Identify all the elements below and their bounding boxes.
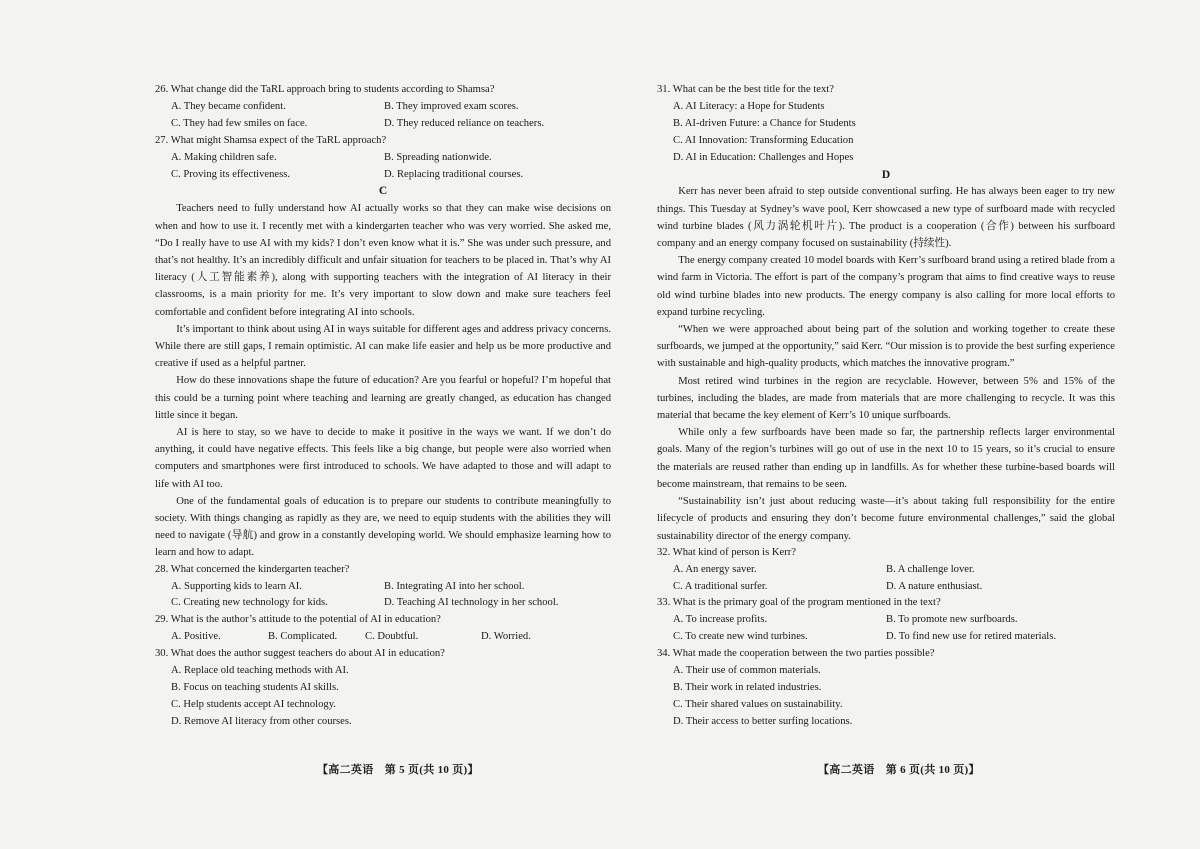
question-28-options-row-1 xyxy=(155,579,611,596)
question-34-stem: 34. What made the cooperation between the two parties possible? xyxy=(657,648,935,660)
passage-d-paragraph: While only a few surfboards have been made so far, the partnership reflects larger environmental goals. Many of the region’s turbines will go out of use in the next 10 to 15 years, so it’s crucial to ensure the materials are reused rather than ending up in landfills. As for whether these turbine-based boards will become mainstream, that remains to be seen. xyxy=(657,427,1115,490)
passage-d-paragraph: “Sustainability isn’t just about reducing waste—it’s about taking full responsibility for the entire lifecycle of products and ensuring they don’t become future environmental challenges,” said the global sustainability director of the energy company. xyxy=(657,496,1115,542)
question-33-option-a: A. To increase profits. xyxy=(673,614,768,626)
question-30-option-d: D. Remove AI literacy from other courses. xyxy=(171,715,352,727)
question-32-options-row-2 xyxy=(657,579,1115,596)
question-27-option-c: C. Proving its effectiveness. xyxy=(171,168,290,180)
question-32-option-b: B. A challenge lover. xyxy=(886,563,975,575)
question-27-stem: 27. What might Shamsa expect of the TaRL approach? xyxy=(155,134,387,146)
question-26-options-row-2 xyxy=(155,116,611,133)
question-33-option-b: B. To promote new surfboards. xyxy=(886,614,1018,626)
question-28-option-c: C. Creating new technology for kids. xyxy=(171,597,328,609)
question-34-option-c: C. Their shared values on sustainability. xyxy=(673,698,843,710)
question-31-option-c: C. AI Innovation: Transforming Education xyxy=(673,134,854,146)
question-32-option-a: A. An energy saver. xyxy=(673,563,757,575)
question-32-option-c: C. A traditional surfer. xyxy=(673,580,768,592)
question-28-options-row-2 xyxy=(155,595,611,612)
question-30-option-b: B. Focus on teaching students AI skills. xyxy=(171,681,339,693)
question-33-options-row-1 xyxy=(657,612,1115,629)
question-26-option-c: C. They had few smiles on face. xyxy=(171,117,308,129)
passage-d-paragraph: Kerr has never been afraid to step outside conventional surfing. He has always been eager to try new things. This Tuesday at Sydney’s wave pool, Kerr showcased a new type of surfboard made with recycled wind turbine blades (风力涡轮机叶片). The product is a cooperation (合作) between his surfboard company and an energy company focused on sustainability (持续性). xyxy=(657,186,1115,250)
question-26-stem: 26. What change did the TaRL approach bring to students according to Shamsa? xyxy=(155,84,495,95)
question-26-option-d: D. They reduced reliance on teachers. xyxy=(384,117,545,129)
page-footer-5: 【高二英语 第 5 页(共 10 页)】 xyxy=(317,764,479,776)
passage-d-paragraph: The energy company created 10 model boards with Kerr’s surfboard brand using a retired blade from a wind farm in Victoria. The effort is part of the company’s program that aims to find creative ways to reuse old wind turbine blades into new products. The energy company is also calling for more local efforts to expand turbine recycling. xyxy=(657,255,1115,318)
right-column xyxy=(657,82,1115,731)
question-31-option-d: D. AI in Education: Challenges and Hopes xyxy=(673,151,854,163)
question-29-stem: 29. What is the author’s attitude to the potential of AI in education? xyxy=(155,614,441,626)
question-33-option-d: D. To find new use for retired materials. xyxy=(886,631,1056,643)
passage-c-paragraph: Teachers need to fully understand how AI actually works so that they can make wise decisions on when and how to use it. I recently met with a kindergarten teacher who was very worried. She asked me, “Do I really have to use AI with my kids? I don’t even know what it is.” She was under such pressure, and that’s not healthy. It’s an incredibly difficult and unfair situation for teachers to be placed in. That’s why AI literacy (人工智能素养), along with supporting teachers with the integration of AI literacy in their classrooms, is a main priority for me. It’s very important to slow down and make sure teachers feel comfortable and confident before integrating AI into schools. xyxy=(155,203,611,318)
question-33-option-c: C. To create new wind turbines. xyxy=(673,631,808,643)
section-heading-c: C xyxy=(378,185,388,198)
question-28-option-b: B. Integrating AI into her school. xyxy=(384,580,525,592)
section-heading-d: D xyxy=(881,168,891,181)
question-27-options-row-2 xyxy=(155,167,611,184)
question-34-option-d: D. Their access to better surfing locations. xyxy=(673,715,853,727)
passage-c-paragraph: AI is here to stay, so we have to decide to make it positive in the ways we want. If we don’t do anything, it could have negative effects. This feels like a big change, but people were also worried when computers and smartphones were first introduced to schools. We have adapted to those and will adapt to life with AI too. xyxy=(155,426,611,490)
passage-c-paragraph: One of the fundamental goals of education is to prepare our students to contribute meaningfully to society. With things changing as rapidly as they are, we need to equip students with the abilities they will need to navigate (导航) and grow in a constantly developing world. We should emphasize learning how to learn and how to adapt. xyxy=(155,495,611,559)
question-27-option-d: D. Replacing traditional courses. xyxy=(384,168,524,180)
question-31-stem: 31. What can be the best title for the text? xyxy=(657,84,834,95)
question-29-option-c: C. Doubtful. xyxy=(365,631,419,643)
question-28-option-d: D. Teaching AI technology in her school. xyxy=(384,597,559,609)
question-29-option-a: A. Positive. xyxy=(171,631,221,643)
question-34-option-a: A. Their use of common materials. xyxy=(673,665,821,677)
question-30-stem: 30. What does the author suggest teachers do about AI in education? xyxy=(155,648,445,660)
page-footer-6: 【高二英语 第 6 页(共 10 页)】 xyxy=(818,764,980,776)
question-33-options-row-2 xyxy=(657,629,1115,646)
question-32-stem: 32. What kind of person is Kerr? xyxy=(657,546,796,558)
question-30-option-a: A. Replace old teaching methods with AI. xyxy=(171,665,349,677)
question-31-option-b: B. AI-driven Future: a Chance for Students xyxy=(673,117,856,129)
question-31-option-a: A. AI Literacy: a Hope for Students xyxy=(673,100,825,112)
question-28-stem: 28. What concerned the kindergarten teacher? xyxy=(155,563,350,575)
question-29-option-d: D. Worried. xyxy=(481,631,531,643)
question-27-option-a: A. Making children safe. xyxy=(171,151,277,163)
question-28-option-a: A. Supporting kids to learn AI. xyxy=(171,580,302,592)
question-32-options-row-1 xyxy=(657,562,1115,579)
question-32-option-d: D. A nature enthusiast. xyxy=(886,580,983,592)
question-30-option-c: C. Help students accept AI technology. xyxy=(171,698,336,710)
question-26-option-b: B. They improved exam scores. xyxy=(384,100,519,112)
question-34-option-b: B. Their work in related industries. xyxy=(673,681,822,693)
passage-d-paragraph: “When we were approached about being part of the solution and working together to create these surfboards, we jumped at the opportunity,” said Kerr. “Our mission is to provide the best surfing experience with sustainable and high-quality products, which matches the innovative program.” xyxy=(657,324,1115,370)
question-27-options-row-1 xyxy=(155,150,611,167)
question-27-option-b: B. Spreading nationwide. xyxy=(384,151,492,163)
question-26-options-row-1 xyxy=(155,99,611,116)
question-29-option-b: B. Complicated. xyxy=(268,631,338,643)
question-29-options-row xyxy=(155,629,611,646)
passage-c-paragraph: It’s important to think about using AI in ways suitable for different ages and address privacy concerns. While there are still gaps, I remain optimistic. AI can make life easier and help us be more productive and creative if used as a helpful partner. xyxy=(155,323,611,370)
passage-d-paragraph: Most retired wind turbines in the region are recyclable. However, between 5% and 15% of the turbines, including the blades, are made from materials that are more challenging to recycle. It was this material that became the key element of Kerr’s 10 unique surfboards. xyxy=(657,375,1115,422)
left-column xyxy=(155,82,611,731)
passage-c-paragraph: How do these innovations shape the future of education? Are you fearful or hopeful? I’m hopeful that this could be a turning point where teaching and learning are greatly changed, as education has changed little since it began. xyxy=(155,375,611,421)
question-26-option-a: A. They became confident. xyxy=(171,100,286,112)
question-33-stem: 33. What is the primary goal of the program mentioned in the text? xyxy=(657,597,941,609)
